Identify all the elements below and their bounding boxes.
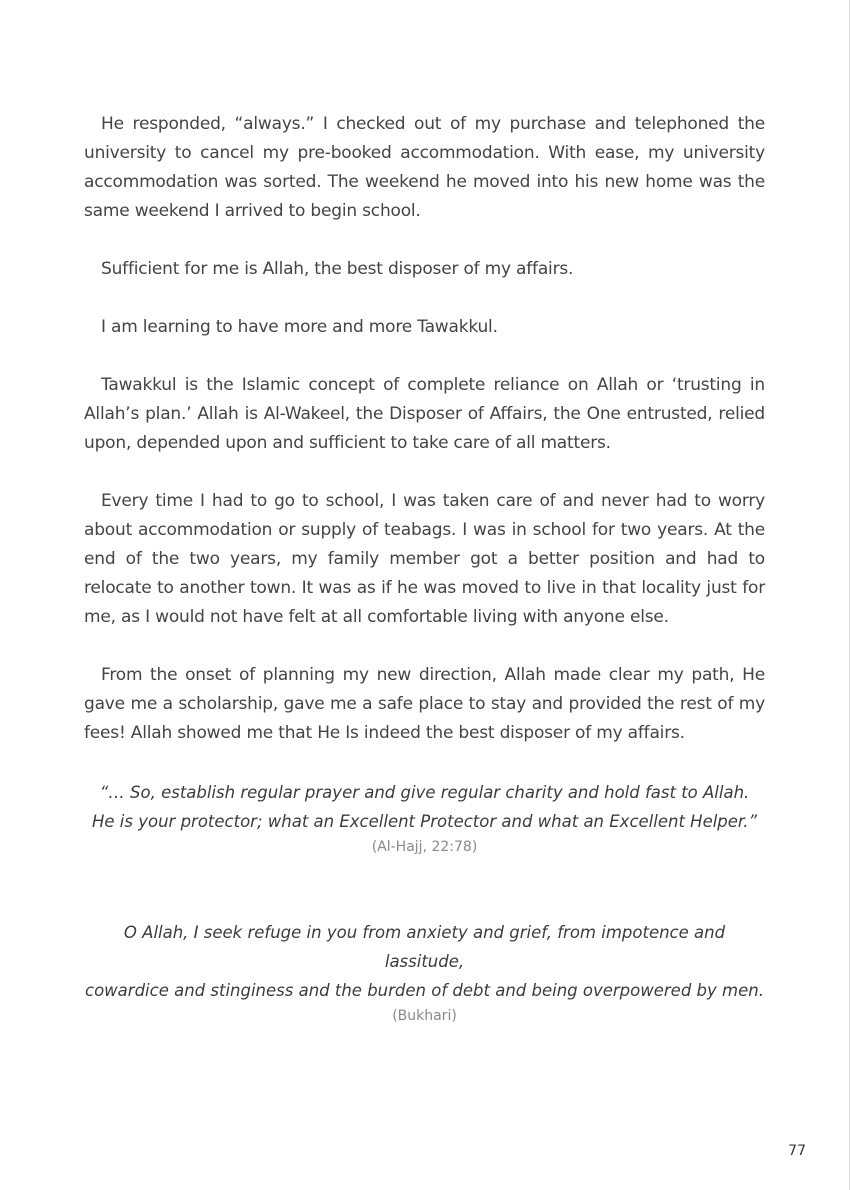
page-body: [84, 110, 765, 1027]
paragraph-3: I am learning to have more and more Tawakkul.: [101, 317, 498, 337]
paragraph-6: From the onset of planning my new direction, Allah made clear my path, He gave me a scholarship, gave me a safe place to stay and provided the rest of my fees! Allah showed me that He Is indeed the best disposer of my affairs.: [84, 665, 765, 743]
quran-quote-line-1: “… So, establish regular prayer and give regular charity and hold fast to Allah.: [99, 783, 750, 802]
dua-line-2: cowardice and stinginess and the burden of debt and being overpowered by men.: [85, 981, 764, 1000]
quran-quote-line-2: He is your protector; what an Excellent Protector and what an Excellent Helper.”: [92, 812, 757, 831]
quran-quote-source: (Al-Hajj, 22:78): [371, 839, 478, 855]
quran-quote: [84, 778, 765, 858]
dua-line-1: O Allah, I seek refuge in you from anxiety and grief, from impotence and lassitude,: [123, 923, 726, 971]
dua-quote: [84, 918, 765, 1027]
dua-source: (Bukhari): [392, 1008, 457, 1024]
paragraph-1: He responded, “always.” I checked out of my purchase and telephoned the university to cancel my pre-booked accommodation. With ease, my university accommodation was sorted. The weekend he moved into his new home was the same weekend I arrived to begin school.: [84, 114, 765, 221]
paragraph-2: Sufficient for me is Allah, the best disposer of my affairs.: [101, 259, 574, 279]
paragraph-5: Every time I had to go to school, I was taken care of and never had to worry about accommodation or supply of teabags. I was in school for two years. At the end of the two years, my family member got a better position and had to relocate to another town. It was as if he was moved to live in that locality just for me, as I would not have felt at all comfortable living with anyone else.: [84, 491, 765, 627]
page-number: 77: [788, 1143, 806, 1159]
paragraph-4: Tawakkul is the Islamic concept of complete reliance on Allah or ‘trusting in Allah’s plan.’ Allah is Al-Wakeel, the Disposer of Affairs, the One entrusted, relied upon, depended upon and sufficient to take care of all matters.: [84, 375, 765, 453]
